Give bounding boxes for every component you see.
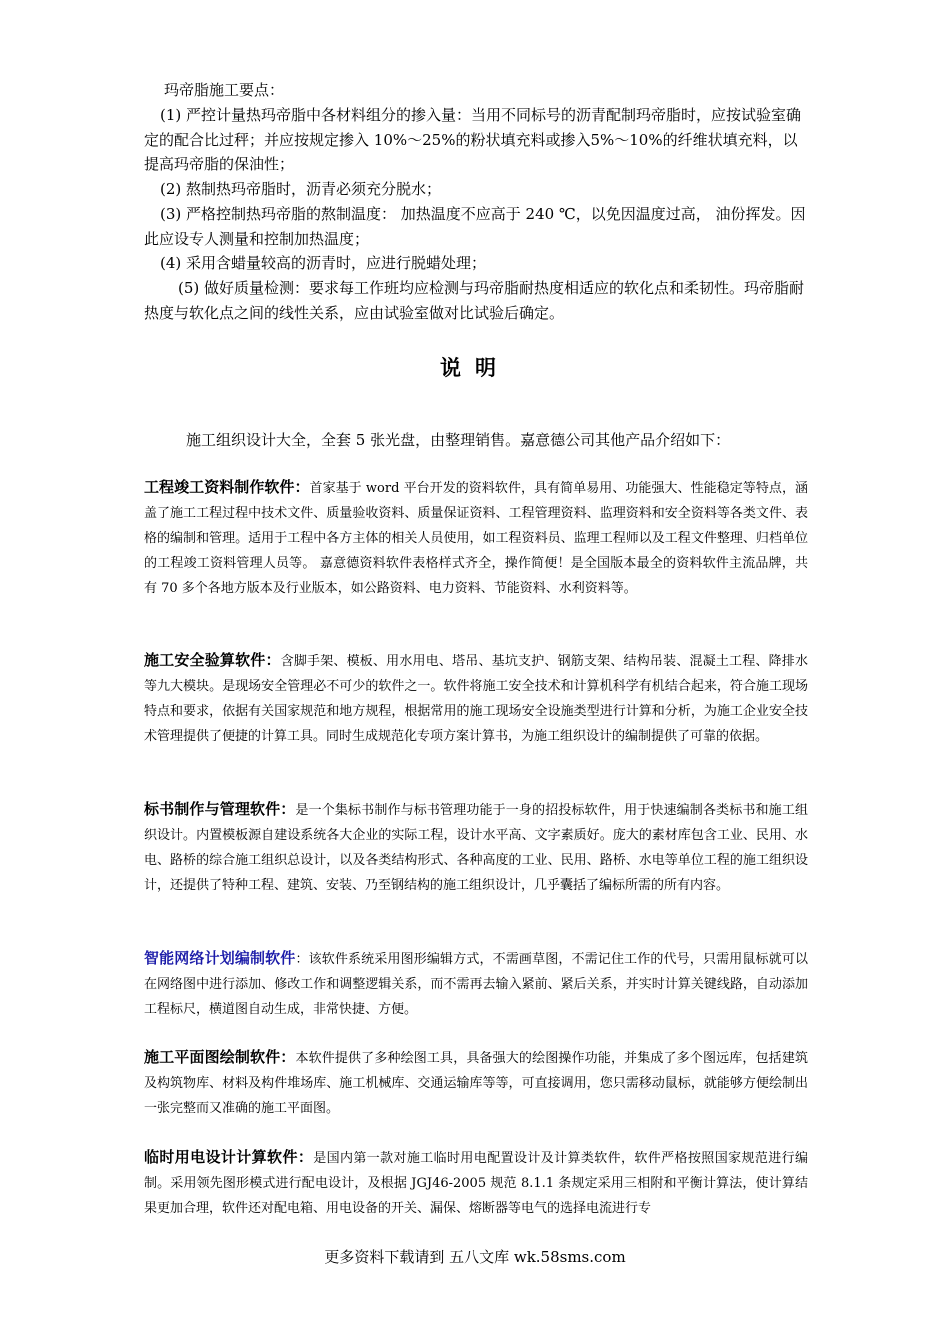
- section-body: 是国内第一款对施工临时用电配置设计及计算类软件，软件严格按照国家规范进行编制。采用领先图形模式进行配电设计，及根据 JGJ46-2005 规范 8.1.1 条规定采用三相附和平衡计算法，使计算结果更加合理，软件还对配电箱、用电设备的开关、漏保、熔断器等电气的选择电流进行专: [144, 1151, 808, 1216]
- key-point-2: (2) 熬制热玛帝脂时，沥青必须充分脱水；: [160, 180, 442, 198]
- section-body: 首家基于 word 平台开发的资料软件，具有简单易用、功能强大、性能稳定等特点，涵盖了施工工程过程中技术文件、质量验收资料、质量保证资料、工程管理资料、监理资料和安全资料等各类文件、表格的编制和管理。适用于工程中各方主体的相关人员使用，如工程资料员、监理工程师以及工程文件整理、归档单位的工程竣工资料管理人员等。 嘉意德资料软件表格样式齐全，操作简便！是全国版本最全的资料软件主流品牌，共有 70 多个各地方版本及行业版本，如公路资料、电力资料、节能资料、水利资料等。: [144, 481, 808, 596]
- section-safety-calc: [144, 648, 808, 749]
- intro-paragraph: 施工组织设计大全，全套 5 张光盘，由整理销售。嘉意德公司其他产品介绍如下：: [186, 431, 731, 449]
- section-bid-docs: [144, 797, 808, 898]
- section-temp-power: [144, 1145, 808, 1221]
- section-title: 施工平面图绘制软件：: [144, 1048, 296, 1066]
- section-title: 临时用电设计计算软件：: [144, 1148, 314, 1166]
- key-points-heading: 玛帝脂施工要点：: [164, 81, 285, 99]
- section-completion-docs: [144, 475, 808, 601]
- section-body: 含脚手架、模板、用水用电、塔吊、基坑支护、钢筋支架、结构吊装、混凝土工程、降排水等九大模块。是现场安全管理必不可少的软件之一。软件将施工安全技术和计算机科学有机结合起来，符合施工现场特点和要求，依据有关国家规范和地方规程，根据常用的施工现场安全设施类型进行计算和分析，为施工企业安全技术管理提供了便捷的计算工具。同时生成规范化专项方案计算书，为施工组织设计的编制提供了可靠的依据。: [144, 654, 808, 744]
- section-title: 工程竣工资料制作软件：: [144, 478, 310, 496]
- section-site-plan: [144, 1045, 808, 1121]
- section-body: 本软件提供了多种绘图工具，具备强大的绘图操作功能，并集成了多个图远库，包括建筑及构筑物库、材料及构件堆场库、施工机械库、交通运输库等等，可直接调用，您只需移动鼠标，就能够方便绘制出一张完整而又准确的施工平面图。: [144, 1051, 808, 1116]
- page-title: 说明: [440, 355, 510, 380]
- section-title: 施工安全验算软件：: [144, 651, 281, 669]
- section-title: 智能网络计划编制软件: [144, 949, 296, 967]
- key-point-5: (5) 做好质量检测：要求每工作班均应检测与玛帝脂耐热度相适应的软化点和柔韧性。玛帝脂耐热度与软化点之间的线性关系，应由试验室做对比试验后确定。: [144, 279, 805, 322]
- section-body: ：该软件系统采用图形编辑方式，不需画草图，不需记住工作的代号，只需用鼠标就可以在网络图中进行添加、修改工作和调整逻辑关系，而不需再去输入紧前、紧后关系，并实时计算关键线路，自动添加工程标尺，横道图自动生成，非常快捷、方便。: [144, 952, 808, 1017]
- section-title: 标书制作与管理软件：: [144, 800, 296, 818]
- footer-link-text: 更多资料下载请到 五八文库 wk.58sms.com: [324, 1248, 626, 1266]
- key-point-1: (1) 严控计量热玛帝脂中各材料组分的掺入量：当用不同标号的沥青配制玛帝脂时，应按试验室确定的配合比过秤；并应按规定掺入 10%～25%的粉状填充料或掺入5%～10%的纤维状填充料，以提高玛帝脂的保油性；: [144, 106, 802, 173]
- key-point-3: (3) 严格控制热玛帝脂的熬制温度： 加热温度不应高于 240 ℃，以免因温度过高， 油份挥发。因此应设专人测量和控制加热温度；: [144, 205, 806, 248]
- section-network-plan: [144, 946, 808, 1022]
- section-body: 是一个集标书制作与标书管理功能于一身的招投标软件，用于快速编制各类标书和施工组织设计。内置模板源自建设系统各大企业的实际工程，设计水平高、文字素质好。庞大的素材库包含工业、民用、水电、路桥的综合施工组织总设计，以及各类结构形式、各种高度的工业、民用、路桥、水电等单位工程的施工组织设计，还提供了特种工程、建筑、安装、乃至钢结构的施工组织设计，几乎囊括了编标所需的所有内容。: [144, 803, 808, 893]
- key-point-4: (4) 采用含蜡量较高的沥青时，应进行脱蜡处理；: [160, 254, 487, 272]
